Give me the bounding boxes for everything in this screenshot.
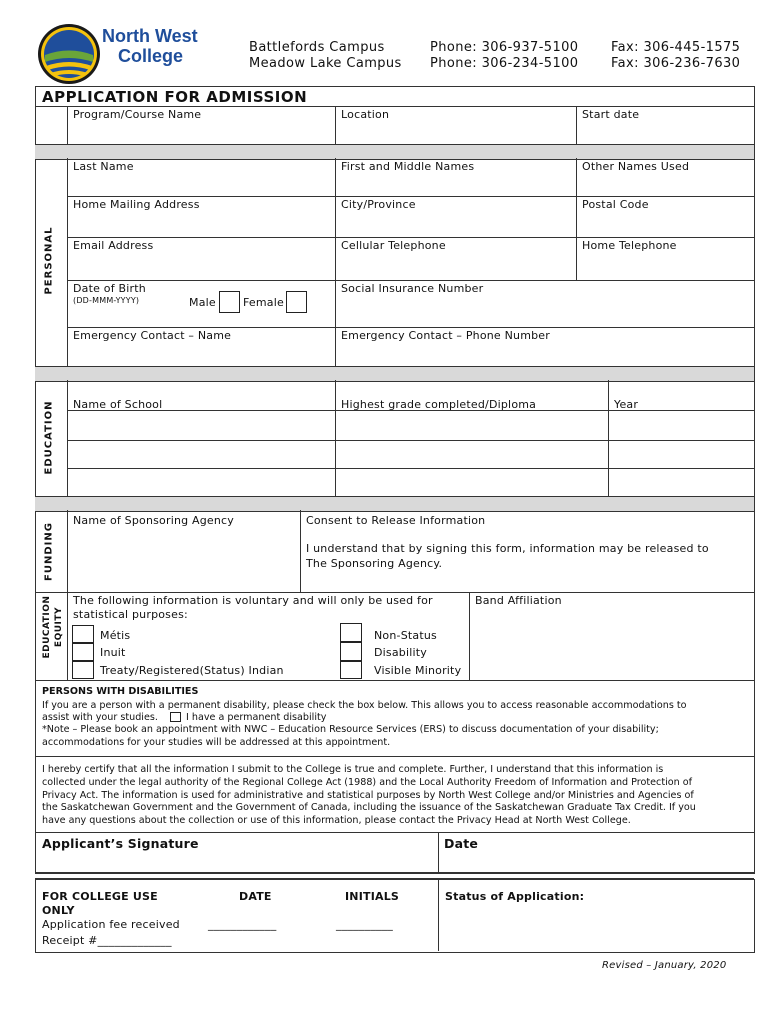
visible-minority-label: Visible Minority <box>374 664 462 677</box>
year-header: Year <box>614 398 639 411</box>
form-title: APPLICATION FOR ADMISSION <box>42 88 308 106</box>
consent-title: Consent to Release Information <box>306 514 486 527</box>
location-field[interactable]: Location <box>341 108 390 121</box>
postal-code-field[interactable]: Postal Code <box>582 198 649 211</box>
inuit-checkbox[interactable] <box>72 643 94 661</box>
office-title-2: ONLY <box>42 904 75 917</box>
disabilities-text-4: accommodations for your studies will be addressed at this appointment. <box>42 737 391 748</box>
equity-intro-2: statistical purposes: <box>73 608 188 621</box>
cell-phone-field[interactable]: Cellular Telephone <box>341 239 446 252</box>
emergency-name-field[interactable]: Emergency Contact – Name <box>73 329 232 342</box>
office-title-1: FOR COLLEGE USE <box>42 890 158 903</box>
application-status-field[interactable]: Status of Application: <box>445 890 585 903</box>
college-logo <box>36 22 206 86</box>
certify-text-4: the Saskatchewan Government and the Government of Canada, including the issuance of the Saskatchewan Graduate Tax Credit. If you <box>42 802 696 813</box>
metis-checkbox[interactable] <box>72 625 94 643</box>
visible-minority-checkbox[interactable] <box>340 661 362 679</box>
section-equity-label-2: EQUITY <box>54 606 64 648</box>
home-phone-field[interactable]: Home Telephone <box>582 239 677 252</box>
separator-band <box>35 144 754 160</box>
female-checkbox[interactable] <box>286 291 307 313</box>
certify-text-1: I hereby certify that all the information I submit to the College is true and complete. Further, I understand that this information is <box>42 764 664 775</box>
revised-date: Revised – January, 2020 <box>602 960 727 971</box>
highest-grade-header: Highest grade completed/Diploma <box>341 398 537 411</box>
email-field[interactable]: Email Address <box>73 239 154 252</box>
sin-field[interactable]: Social Insurance Number <box>341 282 484 295</box>
section-equity-label-1: EDUCATION <box>42 595 52 659</box>
female-label: Female <box>243 296 284 309</box>
certify-text-3: Privacy Act. The information is used for administrative and statistical purposes by North West College and/or Ministries and Agencies of <box>42 790 694 801</box>
dob-format-hint: (DD-MMM-YYYY) <box>73 296 140 305</box>
office-initials-blank[interactable]: __________ <box>336 918 393 931</box>
application-fee-label: Application fee received <box>42 918 180 931</box>
permanent-disability-checkbox[interactable] <box>170 712 181 722</box>
fax-meadow-lake: Fax: 306-236-7630 <box>611 56 741 71</box>
office-divider <box>35 872 754 879</box>
separator-band <box>35 366 754 382</box>
receipt-number-field[interactable]: Receipt #_____________ <box>42 934 172 947</box>
disabilities-title: PERSONS WITH DISABILITIES <box>42 686 199 697</box>
disability-checkbox[interactable] <box>340 642 362 661</box>
fax-battlefords: Fax: 306-445-1575 <box>611 40 741 55</box>
last-name-field[interactable]: Last Name <box>73 160 134 173</box>
office-date-blank[interactable]: ____________ <box>208 918 277 931</box>
office-date-header: DATE <box>239 890 272 903</box>
inuit-label: Inuit <box>100 646 126 659</box>
college-name-line1: North West <box>102 26 198 46</box>
non-status-checkbox[interactable] <box>340 623 362 642</box>
disabilities-text-2a: assist with your studies. <box>42 712 158 723</box>
band-affiliation-field[interactable]: Band Affiliation <box>475 594 562 607</box>
non-status-label: Non-Status <box>374 629 437 642</box>
section-personal-label: PERSONAL <box>43 226 55 295</box>
male-checkbox[interactable] <box>219 291 240 313</box>
office-initials-header: INITIALS <box>345 890 400 903</box>
sponsoring-agency-field[interactable]: Name of Sponsoring Agency <box>73 514 235 527</box>
campus-meadow-lake: Meadow Lake Campus <box>249 56 402 71</box>
separator-band <box>35 496 754 512</box>
disabilities-text-1: If you are a person with a permanent disability, please check the box below. This allows you to access reasonable accommodations to <box>42 700 687 711</box>
equity-intro-1: The following information is voluntary and will only be used for <box>73 594 433 607</box>
other-names-field[interactable]: Other Names Used <box>582 160 690 173</box>
city-province-field[interactable]: City/Province <box>341 198 416 211</box>
treaty-status-checkbox[interactable] <box>72 661 94 679</box>
certify-text-2: collected under the legal authority of the Regional College Act (1988) and the Local Authority Freedom of Information and Protection of <box>42 777 693 788</box>
signature-date-field[interactable]: Date <box>444 836 479 851</box>
disabilities-text-3: *Note – Please book an appointment with NWC – Education Resource Services (ERS) to discuss documentation of your disability; <box>42 724 659 735</box>
certify-text-5: have any questions about the collection or use of this information, please contact the Privacy Head at North West College. <box>42 815 631 826</box>
consent-text-2: The Sponsoring Agency. <box>306 557 443 570</box>
disability-label: Disability <box>374 646 427 659</box>
date-of-birth-field[interactable]: Date of Birth <box>73 282 146 295</box>
program-course-field[interactable]: Program/Course Name <box>73 108 202 121</box>
start-date-field[interactable]: Start date <box>582 108 640 121</box>
phone-meadow-lake: Phone: 306-234-5100 <box>430 56 579 71</box>
logo-emblem-icon <box>36 22 106 86</box>
school-name-header: Name of School <box>73 398 163 411</box>
phone-battlefords: Phone: 306-937-5100 <box>430 40 579 55</box>
metis-label: Métis <box>100 629 131 642</box>
consent-text-1: I understand that by signing this form, information may be released to <box>306 542 709 555</box>
treaty-status-label: Treaty/Registered(Status) Indian <box>100 664 284 677</box>
section-funding-label: FUNDING <box>43 522 55 581</box>
mailing-address-field[interactable]: Home Mailing Address <box>73 198 200 211</box>
first-middle-names-field[interactable]: First and Middle Names <box>341 160 475 173</box>
applicant-signature-field[interactable]: Applicant’s Signature <box>42 836 199 851</box>
disabilities-text-2b: I have a permanent disability <box>186 712 327 723</box>
emergency-phone-field[interactable]: Emergency Contact – Phone Number <box>341 329 550 342</box>
campus-battlefords: Battlefords Campus <box>249 40 385 55</box>
male-label: Male <box>189 296 216 309</box>
college-name-line2: College <box>118 46 184 66</box>
section-education-label: EDUCATION <box>43 400 55 475</box>
